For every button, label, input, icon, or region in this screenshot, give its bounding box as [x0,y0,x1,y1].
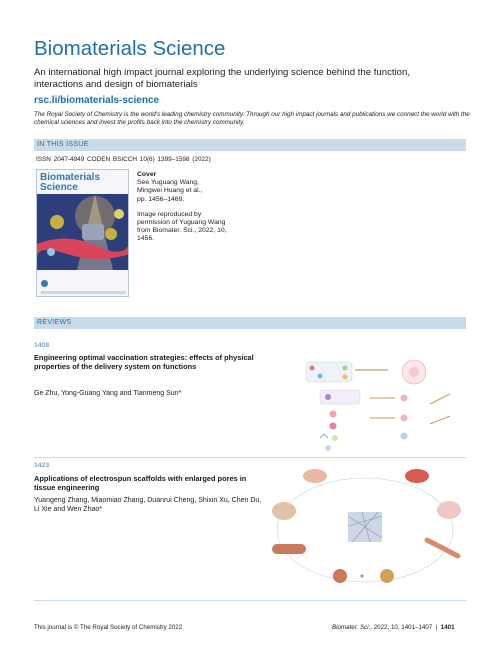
cover-mini-title-line1: Biomaterials [40,172,101,183]
in-this-issue-bar [34,139,466,151]
footer-copyright: This journal is © The Royal Society of Chemistry 2022 [34,624,183,631]
article-title[interactable]: Engineering optimal vaccination strategies: effects of physical properties of the delivery system on functions [34,353,254,372]
footer-citation [332,624,455,631]
cover-label: Cover [137,171,157,178]
cover-pages[interactable]: pp. 1456–1469. [137,195,185,203]
cover-caption [137,171,247,244]
cover-see: See Yuguang Wang, [137,179,199,187]
journal-tagline: An international high impact journal exploring the underlying science behind the function, interactions and design of biomaterials [34,67,410,90]
article-page-number[interactable]: 1423 [34,462,50,469]
reviews-heading: REVIEWS [37,319,72,326]
article-authors: Ge Zhu, Yong-Guang Yang and Tianmeng Sun* [34,390,182,397]
footer-separator: | [433,624,440,631]
footer-journal-abbrev: Biomater. Sci. [332,624,371,631]
article-divider [34,600,466,601]
cover-footer-strip [41,291,126,294]
footer-page-number: 1401 [440,624,455,631]
cover-mini-title-line2: Science [40,182,78,193]
article-authors: Yuangeng Zhang, Miaomiao Zhang, Duanrui Cheng, Shixin Xu, Chen Du, Li Xie and Wen Zhao* [34,497,262,513]
rsc-logo-icon [41,280,48,287]
reviews-bar [34,317,466,329]
rsc-blurb: The Royal Society of Chemistry is the world's leading chemistry community. Through our high impact journals and publications we connect the world with the chemical sciences and invest the profits back into the chemistry community. [34,111,470,126]
article-title[interactable]: Applications of electrospun scaffolds with enlarged pores in tissue engineering [34,474,247,493]
in-this-issue-heading: IN THIS ISSUE [37,141,89,148]
article-divider [34,457,466,458]
vaccination-graphical-abstract [300,354,470,454]
journal-url-link[interactable]: rsc.li/biomaterials-science [34,95,160,106]
issn-line: ISSN 2047-4849 CODEN BSICCH 10(6) 1399–1598 (2022) [36,156,211,163]
cover-reproduced-2: permission of Yuguang Wang [137,219,226,227]
cover-mini-title [40,173,100,193]
cover-reproduced-4: 1456. [137,235,155,243]
cover-thumbnail[interactable] [36,169,129,297]
cover-authors: Mingwei Huang et al., [137,187,203,195]
electrospun-scaffold-graphical-abstract [262,466,468,594]
article-page-number[interactable]: 1408 [34,342,50,349]
cover-reproduced-3: from Biomater. Sci., 2022, 10, [137,227,227,235]
footer-citation-rest: , 2022, 10, 1401–1407 [370,624,433,631]
cover-illustration [37,194,129,270]
cover-reproduced-1: Image reproduced by [137,210,202,218]
journal-title: Biomaterials Science [34,37,226,60]
